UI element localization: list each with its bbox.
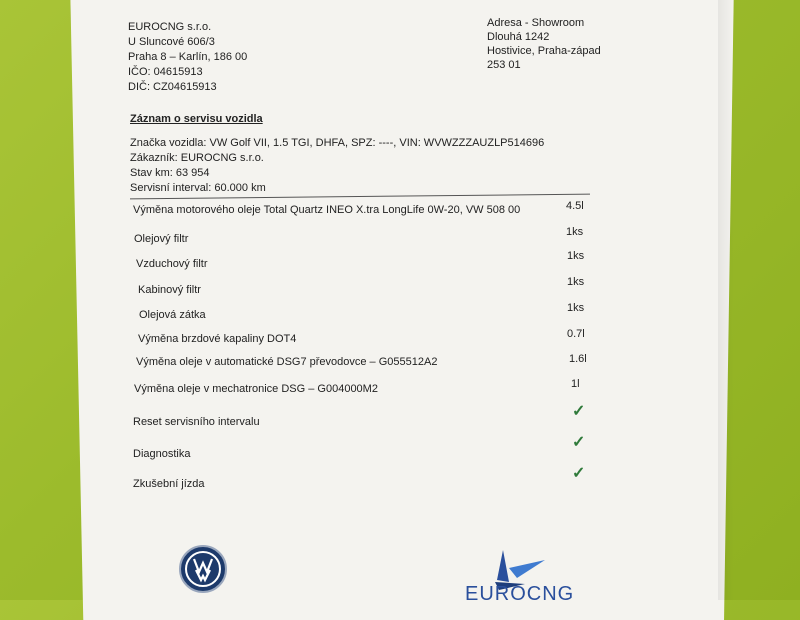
address-line: Dlouhá 1242 xyxy=(487,31,550,43)
showroom-address-block xyxy=(487,16,601,72)
eurocng-logo-text: EUROCNG xyxy=(465,583,575,605)
service-item-qty: 1ks xyxy=(567,250,585,262)
service-item-label: Výměna oleje v automatické DSG7 převodovce – G055512A2 xyxy=(136,356,438,368)
company-address-block xyxy=(128,20,247,95)
vehicle-line: Stav km: 63 954 xyxy=(130,167,210,179)
service-item-label: Olejový filtr xyxy=(134,233,189,245)
paper-fold-shadow xyxy=(718,0,734,600)
vw-logo-icon xyxy=(179,545,227,593)
service-item-label: Diagnostika xyxy=(133,448,191,460)
vehicle-line: Zákazník: EUROCNG s.r.o. xyxy=(130,152,264,164)
service-item-qty: 1ks xyxy=(566,226,584,238)
service-item-qty: 1l xyxy=(571,378,580,390)
vehicle-line: Značka vozidla: VW Golf VII, 1.5 TGI, DHFA, SPZ: ----, VIN: WVWZZZAUZLP514696 xyxy=(130,137,545,149)
address-line: Adresa - Showroom xyxy=(487,17,585,29)
service-item-label: Zkušební jízda xyxy=(133,478,205,490)
service-item-qty: 0.7l xyxy=(567,328,585,340)
address-line: 253 01 xyxy=(487,59,521,71)
checkmark-icon: ✓ xyxy=(572,403,586,420)
service-item-label: Výměna brzdové kapaliny DOT4 xyxy=(138,333,297,345)
service-item-qty: 1ks xyxy=(567,276,585,288)
service-item-label: Kabinový filtr xyxy=(138,284,201,296)
company-line: EUROCNG s.r.o. xyxy=(128,21,212,33)
address-line: Hostivice, Praha-západ xyxy=(487,45,601,57)
service-item-label: Olejová zátka xyxy=(139,309,206,321)
document-title: Záznam o servisu vozidla xyxy=(130,113,263,125)
service-item-label: Vzduchový filtr xyxy=(136,258,208,270)
service-item-qty: 4.5l xyxy=(566,200,584,212)
service-item-qty: 1.6l xyxy=(569,353,587,365)
checkmark-icon: ✓ xyxy=(572,434,586,451)
service-item-label: Reset servisního intervalu xyxy=(133,416,260,428)
company-line: IČO: 04615913 xyxy=(128,66,203,78)
vw-logo-mark xyxy=(184,550,222,588)
service-item-label: Výměna motorového oleje Total Quartz INEO X.tra LongLife 0W-20, VW 508 00 xyxy=(133,204,521,216)
vehicle-line: Servisní interval: 60.000 km xyxy=(130,182,266,194)
service-item-qty: 1ks xyxy=(567,302,585,314)
company-line: DIČ: CZ04615913 xyxy=(128,81,217,93)
checkmark-icon: ✓ xyxy=(572,465,586,482)
vehicle-info-block xyxy=(130,136,544,196)
company-line: Praha 8 – Karlín, 186 00 xyxy=(128,51,248,63)
company-line: U Sluncové 606/3 xyxy=(128,36,215,48)
service-item-label: Výměna oleje v mechatronice DSG – G004000M2 xyxy=(134,383,378,395)
